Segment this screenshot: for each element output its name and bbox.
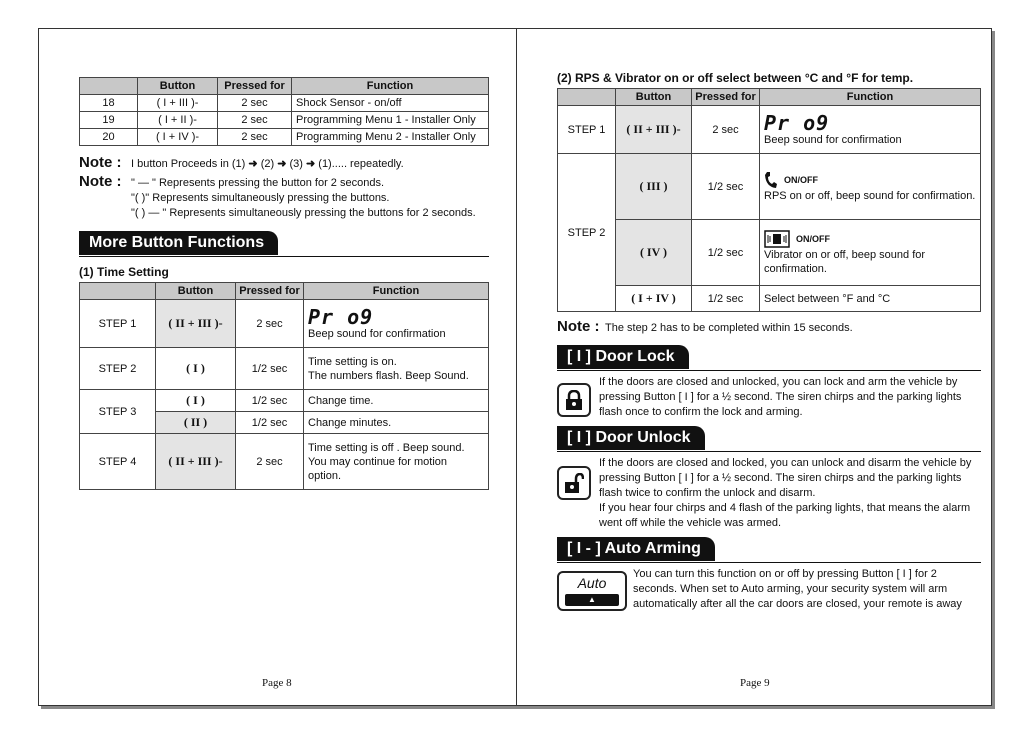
step-label: STEP 2	[80, 348, 156, 390]
manual-spread	[38, 28, 992, 706]
divider	[557, 451, 981, 452]
row-function: Programming Menu 1 - Installer Only	[292, 112, 489, 129]
page-8	[79, 77, 489, 490]
rps-vibrator-table	[557, 88, 981, 312]
row-pressed: 2 sec	[218, 112, 292, 129]
lock-icon	[557, 383, 591, 417]
step-function	[304, 348, 489, 390]
row-button: ( I + IV )-	[138, 129, 218, 146]
note-label: Note :	[79, 154, 122, 171]
step-pressed: 1/2 sec	[692, 154, 760, 220]
button-table-1	[79, 77, 489, 146]
banner-title: [ I - ] Auto Arming	[557, 537, 715, 561]
step-function	[304, 434, 489, 490]
step-pressed: 2 sec	[692, 106, 760, 154]
page-number: Page 8	[262, 677, 292, 689]
note-2	[79, 173, 489, 190]
step-function: Change minutes.	[304, 412, 489, 434]
table-row	[558, 286, 981, 312]
unlock-icon	[557, 466, 591, 500]
step-label: STEP 4	[80, 434, 156, 490]
table-row	[80, 300, 489, 348]
step-label: STEP 1	[558, 106, 616, 154]
door-unlock-banner	[557, 426, 981, 452]
table-header: Pressed for	[692, 89, 760, 106]
table-row	[80, 390, 489, 412]
auto-icon-button: ▲	[565, 594, 619, 606]
table-row	[80, 129, 489, 146]
function-text: option.	[308, 469, 342, 482]
step-label: STEP 1	[80, 300, 156, 348]
banner-title: [ I ] Door Lock	[557, 345, 689, 369]
table-row	[558, 106, 981, 154]
step-button: ( II + III )-	[616, 106, 692, 154]
arrow-right-icon: ➜	[306, 158, 316, 170]
auto-icon	[557, 571, 627, 611]
note-seq-b: (2)	[260, 158, 275, 170]
table-header-row	[80, 78, 489, 95]
step-pressed: 2 sec	[236, 434, 304, 490]
step-label: STEP 3	[80, 390, 156, 434]
note-text	[131, 157, 404, 170]
step-function: Change time.	[304, 390, 489, 412]
table-row	[558, 220, 981, 286]
table-header-row	[558, 89, 981, 106]
auto-arming-banner	[557, 537, 981, 563]
note-label: Note :	[79, 173, 122, 190]
row-function: Shock Sensor - on/off	[292, 95, 489, 112]
door-unlock-alarm-text: If you hear four chirps and 4 flash of the parking lights, that means the alarm went off while the vehicle was armed.	[599, 502, 971, 529]
page-9	[557, 69, 981, 612]
step-pressed: 1/2 sec	[692, 286, 760, 312]
note-seq-d: (1)..... repeatedly.	[318, 158, 404, 170]
step-function	[760, 106, 981, 154]
note-text: The step 2 has to be completed within 15 seconds.	[605, 322, 853, 334]
phone-icon	[764, 171, 778, 189]
table-header: Button	[138, 78, 218, 95]
step-pressed: 1/2 sec	[236, 412, 304, 434]
door-unlock-text: If the doors are closed and locked, you can unlock and disarm the vehicle by pressing Button [ I ] for a ½ second. The siren chirps and the parking lights flash twice to confirm the unlock and disarm.	[599, 457, 972, 499]
step-button: ( II )	[156, 412, 236, 434]
note	[557, 318, 981, 335]
row-pressed: 2 sec	[218, 129, 292, 146]
row-pressed: 2 sec	[218, 95, 292, 112]
table-header: Function	[292, 78, 489, 95]
note-1	[79, 154, 489, 171]
step-pressed: 1/2 sec	[692, 220, 760, 286]
function-text: The numbers flash. Beep Sound.	[308, 369, 469, 382]
step-button: ( II + III )-	[156, 434, 236, 490]
table-row	[80, 348, 489, 390]
step-button: ( IV )	[616, 220, 692, 286]
banner-title: More Button Functions	[79, 231, 278, 255]
door-unlock-section	[557, 456, 981, 531]
auto-arming-section	[557, 567, 981, 612]
function-text: RPS on or off, beep sound for confirmation.	[764, 189, 976, 202]
table-header	[80, 78, 138, 95]
step-button: ( I + IV )	[616, 286, 692, 312]
function-text: You may continue for motion	[308, 455, 448, 468]
row-number: 20	[80, 129, 138, 146]
table-header: Button	[616, 89, 692, 106]
door-unlock-texts	[599, 456, 981, 531]
step-pressed: 1/2 sec	[236, 348, 304, 390]
step-button: ( I )	[156, 348, 236, 390]
note-line: "( ) — " Represents simultaneously pressing the buttons for 2 seconds.	[131, 207, 476, 219]
step-button: ( II + III )-	[156, 300, 236, 348]
page-number: Page 9	[740, 677, 770, 689]
note-seq-c: (3)	[289, 158, 303, 170]
time-setting-table	[79, 282, 489, 490]
notes-block	[79, 154, 489, 219]
auto-icon-word: Auto	[577, 575, 607, 591]
auto-arming-text: You can turn this function on or off by pressing Button [ I ] for 2 seconds. When set to Auto arming, your security system will arm automatically after all the car doors are closed, your remote is away	[633, 568, 962, 610]
table-row	[80, 95, 489, 112]
door-lock-section	[557, 375, 981, 420]
row-function: Programming Menu 2 - Installer Only	[292, 129, 489, 146]
step-function	[304, 300, 489, 348]
step-function: Select between °F and °C	[760, 286, 981, 312]
function-text: Beep sound for confirmation	[764, 133, 902, 146]
table-header: Function	[304, 283, 489, 300]
section-title: (2) RPS & Vibrator on or off select between °C and °F for temp.	[557, 71, 914, 85]
door-lock-banner	[557, 345, 981, 371]
step-button: ( I )	[156, 390, 236, 412]
vibrator-status	[764, 230, 976, 248]
note-label: Note :	[557, 318, 600, 335]
step-label: STEP 2	[558, 154, 616, 312]
note-line: " — " Represents pressing the button for 2 seconds.	[131, 177, 384, 189]
table-header	[558, 89, 616, 106]
function-text: Time setting is off . Beep sound.	[308, 441, 465, 454]
lcd-display: Pr o9	[764, 110, 830, 135]
door-lock-text: If the doors are closed and unlocked, you can lock and arm the vehicle by pressing Button [ I ] for a ½ second. The siren chirps and the parking lights flash once to confirm the lock and arming.	[599, 376, 962, 418]
note-line: "( )" Represents simultaneously pressing the buttons.	[131, 192, 390, 204]
rps-status	[764, 171, 976, 189]
function-text: Time setting is on.	[308, 355, 397, 368]
row-number: 18	[80, 95, 138, 112]
divider	[557, 562, 981, 563]
row-number: 19	[80, 112, 138, 129]
vibrator-icon	[764, 230, 790, 248]
table-row	[80, 434, 489, 490]
row-button: ( I + II )-	[138, 112, 218, 129]
step-function	[760, 220, 981, 286]
function-text: Beep sound for confirmation	[308, 327, 446, 340]
table-header-row	[80, 283, 489, 300]
step-button: ( III )	[616, 154, 692, 220]
table-row	[80, 112, 489, 129]
row-button: ( I + III )-	[138, 95, 218, 112]
on-off-tag: ON/OFF	[784, 174, 818, 185]
lcd-display: Pr o9	[308, 304, 374, 329]
note-seq-a: I button Proceeds in (1)	[131, 158, 246, 170]
step-pressed: 2 sec	[236, 300, 304, 348]
table-header: Pressed for	[236, 283, 304, 300]
divider	[79, 256, 489, 257]
section-banner	[79, 231, 489, 257]
step-pressed: 1/2 sec	[236, 390, 304, 412]
page-spine	[516, 29, 517, 705]
table-row	[558, 154, 981, 220]
step-function	[760, 154, 981, 220]
table-header	[80, 283, 156, 300]
table-header: Function	[760, 89, 981, 106]
banner-title: [ I ] Door Unlock	[557, 426, 705, 450]
table-header: Button	[156, 283, 236, 300]
on-off-tag: ON/OFF	[796, 233, 830, 244]
section-title: (1) Time Setting	[79, 265, 169, 279]
function-text: Vibrator on or off, beep sound for confirmation.	[764, 248, 926, 275]
arrow-right-icon: ➜	[248, 158, 258, 170]
arrow-right-icon: ➜	[277, 158, 287, 170]
table-header: Pressed for	[218, 78, 292, 95]
divider	[557, 370, 981, 371]
